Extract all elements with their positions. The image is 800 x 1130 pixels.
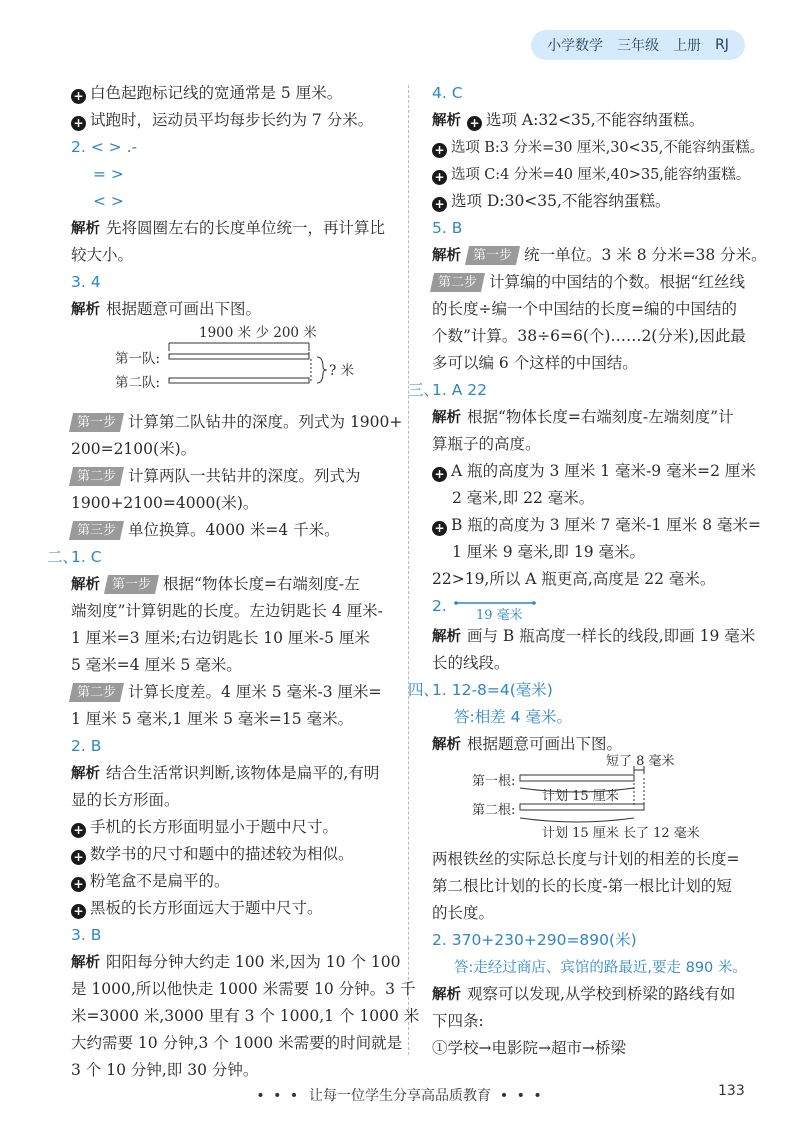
left-column <box>47 80 420 1084</box>
text-line: 算瓶子的高度。 <box>432 435 541 453</box>
option-line: + A 瓶的高度为 3 厘米 1 毫米-9 毫米=2 厘米 <box>432 458 750 485</box>
volume-label: 上册 <box>673 38 702 54</box>
option-line: + 选项 D:30<35,不能容纳蛋糕。 <box>432 188 750 215</box>
text-line: 米=3000 米,3000 里有 3 个 1000,1 个 1000 米 <box>71 1007 420 1025</box>
step-badge: 第二步 <box>69 683 124 702</box>
subject-label: 小学数学 <box>547 38 604 54</box>
answer-line: 2. B <box>71 737 102 755</box>
step-line: 第三步 单位换算。4000 米=4 千米。 <box>71 517 393 544</box>
step-badge: 第二步 <box>69 467 124 486</box>
step-badge: 第一步 <box>104 575 159 594</box>
analysis-line: 解析 阳阳每分钟大约走 100 米,因为 10 个 100 <box>71 953 401 971</box>
analysis-line: 解析 第一步 统一单位。3 米 8 分米=38 分米。 <box>432 246 767 264</box>
answer-line: 3. B <box>71 926 102 944</box>
text-line: 个数”计算。38÷6=6(个)……2(分米),因此最 <box>432 327 746 345</box>
text-line: 长的线段。 <box>432 654 510 672</box>
bullet-icon: + <box>71 904 86 919</box>
grade-label: 三年级 <box>617 38 660 54</box>
answer-line: 2. 370+230+290=890(米) <box>432 931 637 949</box>
bullet-icon: + <box>432 143 447 158</box>
step-line: 第二步 计算长度差。4 厘米 5 毫米-3 厘米= <box>71 679 393 706</box>
step-badge: 第一步 <box>69 413 124 432</box>
bullet-icon: + <box>71 823 86 838</box>
text-line: 是 1000,所以他快走 1000 米需要 10 分钟。3 千 <box>71 980 416 998</box>
answer-line: 5. B <box>432 219 463 237</box>
bullet-icon: + <box>467 116 482 131</box>
section-4-label: 四、 <box>408 681 440 699</box>
option-line: + 选项 B:3 分米=30 厘米,30<35,不能容纳蛋糕。 <box>432 134 750 161</box>
wire1-label: 第一根: <box>472 774 516 789</box>
analysis-line: 解析 第一步 根据“物体长度=右端刻度-左 <box>71 575 360 593</box>
text-line: 1 厘米 9 毫米,即 19 毫米。 <box>452 543 646 561</box>
drilling-diagram <box>71 323 393 409</box>
analysis-line: 解析 根据题意可画出下图。 <box>71 300 262 318</box>
analysis-line: 解析 先将圆圈左右的长度单位统一，再计算比 <box>71 219 386 237</box>
text-line: + 白色起跑标记线的宽通常是 5 厘米。 <box>71 80 393 107</box>
plan1-label: 计划 15 厘米 <box>542 789 619 804</box>
analysis-line: 解析 根据“物体长度=右端刻度-左端刻度”计 <box>432 408 734 426</box>
answer-line: < > <box>93 192 124 210</box>
analysis-line: 解析 结合生活常识判断,该物体是扁平的,有明 <box>71 764 380 782</box>
text-line: 较大小。 <box>71 246 134 264</box>
text-line: 200=2100(米)。 <box>71 440 197 458</box>
text-line: 显的长方形面。 <box>71 791 180 809</box>
step-line: 第二步 计算编的中国结的个数。根据“红丝线 <box>432 269 750 296</box>
text-line: 的长度÷编一个中国结的长度=编的中国结的 <box>432 300 737 318</box>
step-badge: 第二步 <box>430 273 485 292</box>
text-line: 1900+2100=4000(米)。 <box>71 494 259 512</box>
answer-line: 四、 1. 12-8=4(毫米) <box>432 677 750 704</box>
bullet-icon: + <box>71 89 86 104</box>
text-line: 5 毫米=4 厘米 5 毫米。 <box>71 656 242 674</box>
text-line: 1 厘米 5 毫米,1 厘米 5 毫米=15 毫米。 <box>71 710 354 728</box>
option-line: + 数学书的尺寸和题中的描述较为相似。 <box>71 841 393 868</box>
page-number: 133 <box>718 1083 745 1099</box>
wire2-label: 第二根: <box>472 803 516 818</box>
answer-line: 4. C <box>432 84 463 102</box>
analysis-line: 解析 + 选项 A:32<35,不能容纳蛋糕。 <box>432 111 705 130</box>
diagram-top-label: 1900 米 少 200 米 <box>199 325 317 341</box>
answer-line: 三、 1. A 22 <box>432 377 750 404</box>
analysis-line: 解析 观察可以发现,从学校到桥梁的路线有如 <box>432 985 736 1003</box>
option-line: + 选项 C:4 分米=40 厘米,40>35,能容纳蛋糕。 <box>432 161 750 188</box>
text-line: 的长度。 <box>432 904 495 922</box>
wire-diagram <box>432 754 750 846</box>
option-line: + 手机的长方形面明显小于题中尺寸。 <box>71 814 393 841</box>
option-line: + 粉笔盒不是扁平的。 <box>71 868 393 895</box>
bullet-icon: + <box>71 877 86 892</box>
text-line: 下四条: <box>432 1012 484 1030</box>
bullet-icon: + <box>432 170 447 185</box>
bullet-icon: + <box>432 467 447 482</box>
step-line: 第二步 计算两队一共钻井的深度。列式为 <box>71 463 393 490</box>
edition-label: RJ <box>715 37 729 53</box>
route-line: ①学校→电影院→超市→桥梁 <box>432 1039 626 1057</box>
bullet-icon: + <box>71 116 86 131</box>
answer-line: 2. < > .- <box>71 138 138 156</box>
text-line: 端刻度”计算钥匙的长度。左边钥匙长 4 厘米- <box>71 602 383 620</box>
option-line: + 黑板的长方形面远大于题中尺寸。 <box>71 895 393 922</box>
section-2-label: 二、 <box>47 548 79 566</box>
text-line: 两根铁丝的实际总长度与计划的相差的长度= <box>432 850 740 868</box>
analysis-line: 解析 根据题意可画出下图。 <box>432 735 623 753</box>
short-label: 短了 8 毫米 <box>606 754 675 769</box>
option-line: + B 瓶的高度为 3 厘米 7 毫米-1 厘米 8 毫米= <box>432 512 750 539</box>
text-line: 22>19,所以 A 瓶更高,高度是 22 毫米。 <box>432 570 716 588</box>
text-line: + 试跑时，运动员平均每步长约为 7 分米。 <box>71 107 393 134</box>
text-line: 第二根比计划的长的长度-第一根比计划的短 <box>432 877 732 895</box>
text-line: 多可以编 6 个这样的中国结。 <box>432 354 638 372</box>
step-line: 第一步 计算第二队钻井的深度。列式为 1900+ <box>71 409 393 436</box>
question-label: ? 米 <box>329 363 355 379</box>
right-column <box>408 80 767 1062</box>
team2-label: 第二队: <box>115 375 161 391</box>
plan2-label: 计划 15 厘米 长了 12 毫米 <box>542 826 700 841</box>
text-line: 1 厘米=3 厘米;右边钥匙长 10 厘米-5 厘米 <box>71 629 370 647</box>
analysis-line: 解析 画与 B 瓶高度一样长的线段,即画 19 毫米 <box>432 627 756 645</box>
footer-slogan: • • • 让每一位学生分享高品质教育 • • • <box>256 1088 544 1104</box>
segment-label: 19 毫米 <box>476 608 523 623</box>
text-line: 2 毫米,即 22 毫米。 <box>452 489 595 507</box>
step-badge: 第一步 <box>465 246 520 265</box>
answer-line: 答:走经过商店、宾馆的路最近,要走 890 米。 <box>454 960 747 976</box>
answer-line: 二、 1. C <box>71 544 393 571</box>
column-divider <box>408 85 409 1055</box>
bullet-icon: + <box>432 521 447 536</box>
header-tab <box>531 30 745 60</box>
bullet-icon: + <box>71 850 86 865</box>
section-3-label: 三、 <box>408 381 440 399</box>
answer-line: 答:相差 4 毫米。 <box>454 708 572 726</box>
step-badge: 第三步 <box>69 521 124 540</box>
text-line: 大约需要 10 分钟,3 个 1000 米需要的时间就是 <box>71 1034 403 1052</box>
bullet-icon: + <box>432 197 447 212</box>
team1-label: 第一队: <box>115 351 161 367</box>
text-line: 3 个 10 分钟,即 30 分钟。 <box>71 1061 259 1079</box>
answer-line: 3. 4 <box>71 273 101 291</box>
answer-line: 2. 19 毫米 <box>432 593 750 623</box>
answer-line: = > <box>93 165 124 183</box>
